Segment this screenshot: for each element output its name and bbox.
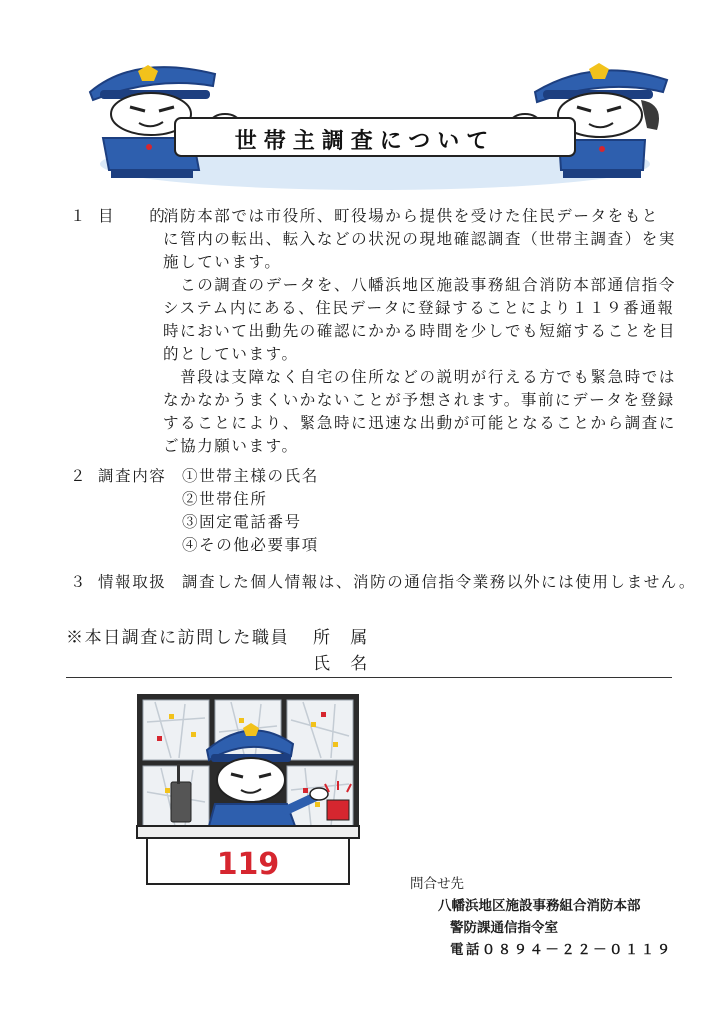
list-item: ①世帯主様の氏名 — [182, 467, 319, 485]
section-1-paragraph-2: この調査のデータを、八幡浜地区施設事務組合消防本部通信指令 システム内にある、住民データに登録することにより１１９番通報 時において出動先の確認にかかる時間を少しでも短縮することを目 的としています。 — [163, 276, 677, 363]
section-3-number: ３ — [70, 573, 88, 591]
banner-illustration — [75, 52, 675, 192]
staff-affiliation-label: 所 属 — [313, 628, 369, 648]
section-3-text: 調査した個人情報は、消防の通信指令業務以外には使用しません。 — [182, 573, 696, 591]
section-1-paragraph-1: 消防本部では市役所、町役場から提供を受けた住民データをもと に管内の転出、転入などの状況の現地確認調査（世帯主調査）を実 施しています。 — [163, 207, 677, 271]
staff-name-label: 氏 名 — [313, 654, 369, 674]
list-item: ③固定電話番号 — [182, 513, 302, 531]
section-1-body — [163, 205, 683, 458]
divider-line — [66, 677, 672, 678]
contact-label: 問合せ先 — [410, 876, 464, 892]
list-item: ④その他必要事項 — [182, 536, 319, 554]
contact-department: 警防課通信指令室 — [450, 920, 558, 936]
contact-telephone: 電話０８９４－２２－０１１９ — [450, 942, 673, 958]
section-2-number: ２ — [70, 467, 88, 485]
dispatch-room-illustration — [135, 692, 365, 887]
section-2-heading: 調査内容 — [98, 467, 167, 485]
contact-organization: 八幡浜地区施設事務組合消防本部 — [438, 898, 641, 914]
desk-number: 119 — [216, 847, 280, 882]
section-2-list — [182, 465, 319, 557]
list-item: ②世帯住所 — [182, 490, 268, 508]
section-3-heading: 情報取扱 — [98, 573, 167, 591]
section-1-heading: 目 的 — [98, 207, 167, 225]
contact-block — [410, 873, 673, 961]
section-1-paragraph-3: 普段は支障なく自宅の住所などの説明が行える方でも緊急時では なかなかうまくいかないことが予想されます。事前にデータを登録 することにより、緊急時に迅速な出動が可能となることから調査に ご協力願います。 — [163, 368, 677, 455]
staff-visit-label: ※本日調査に訪問した職員 — [66, 628, 290, 648]
section-1-number: １ — [70, 207, 88, 225]
banner-title: 世帯主調査について — [234, 129, 496, 154]
